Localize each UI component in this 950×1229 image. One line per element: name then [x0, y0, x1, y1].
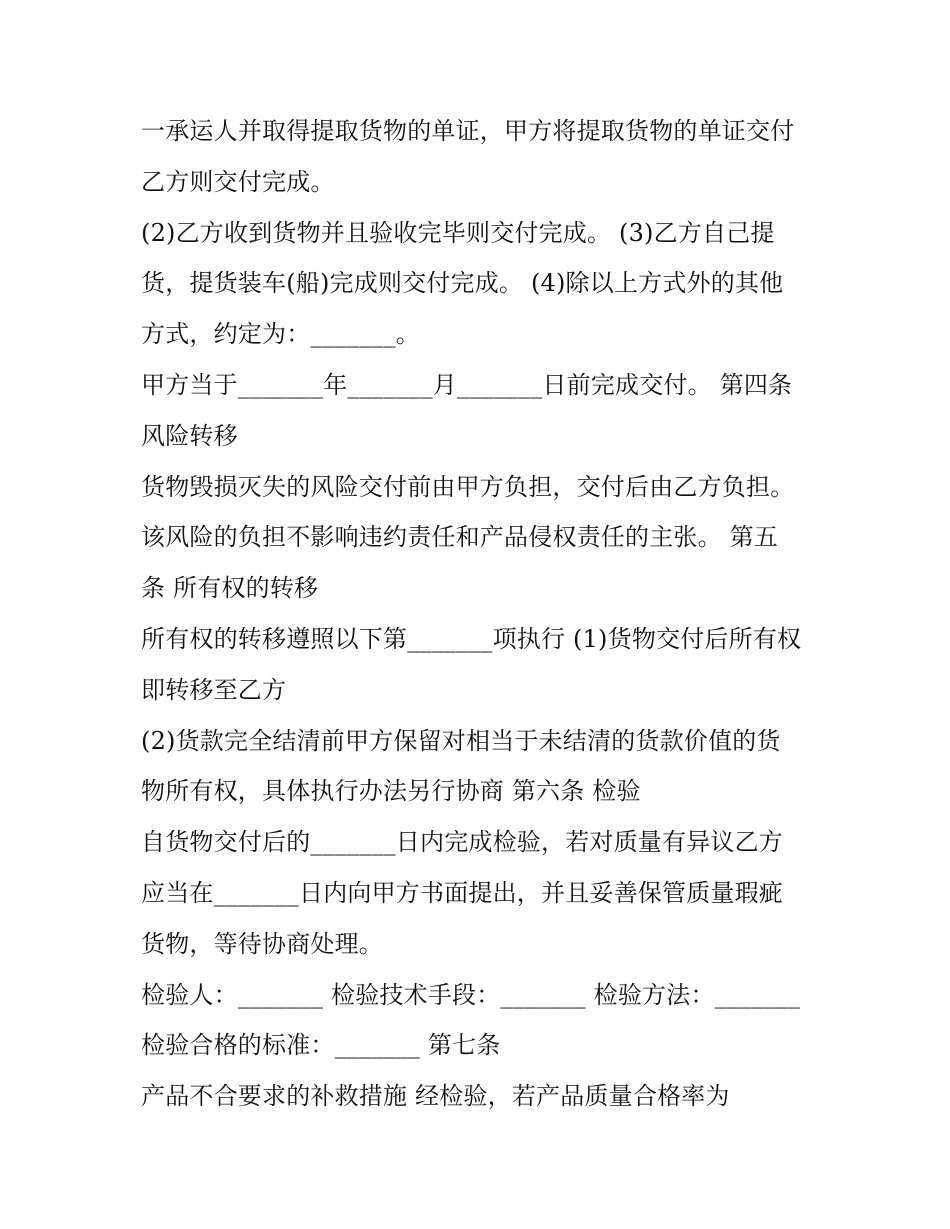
- text-line: 甲方当于_______年_______月_______日前完成交付。 第四条: [141, 370, 793, 399]
- text-line: 检验合格的标准：_______ 第七条: [141, 1031, 501, 1060]
- text-line: 一承运人并取得提取货物的单证，甲方将提取货物的单证交付: [141, 117, 795, 145]
- text-line: 物所有权，具体执行办法另行协商 第六条 检验: [141, 777, 641, 806]
- text-line: (2)货款完全结清前甲方保留对相当于未结清的货款价值的货: [141, 726, 781, 755]
- text-line: 即转移至乙方: [141, 675, 287, 704]
- text-line: 所有权的转移遵照以下第_______项执行 (1)货物交付后所有权: [141, 624, 802, 653]
- text-line: 方式，约定为：_______。: [141, 320, 420, 349]
- text-line: 乙方则交付完成。: [141, 167, 335, 196]
- text-line: 检验人：_______ 检验技术手段：_______ 检验方法：_______: [141, 980, 801, 1009]
- text-line: 应当在_______日内向甲方书面提出，并且妥善保管质量瑕疵: [141, 878, 783, 907]
- section-heading: 风险转移: [141, 421, 238, 450]
- document-body: [141, 106, 821, 1122]
- text-line: 该风险的负担不影响违约责任和产品侵权责任的主张。 第五: [141, 523, 779, 552]
- text-line: 货，提货装车(船)完成则交付完成。 (4)除以上方式外的其他: [141, 269, 784, 298]
- text-line: (2)乙方收到货物并且验收完毕则交付完成。 (3)乙方自己提: [141, 218, 775, 247]
- section-heading: 条 所有权的转移: [141, 574, 319, 603]
- text-line: 货物毁损灭失的风险交付前由甲方负担，交付后由乙方负担。: [141, 472, 795, 501]
- text-line: 产品不合要求的补救措施 经检验，若产品质量合格率为: [141, 1082, 730, 1111]
- text-line: 自货物交付后的_______日内完成检验，若对质量有异议乙方: [141, 828, 783, 857]
- text-line: 货物，等待协商处理。: [141, 929, 383, 958]
